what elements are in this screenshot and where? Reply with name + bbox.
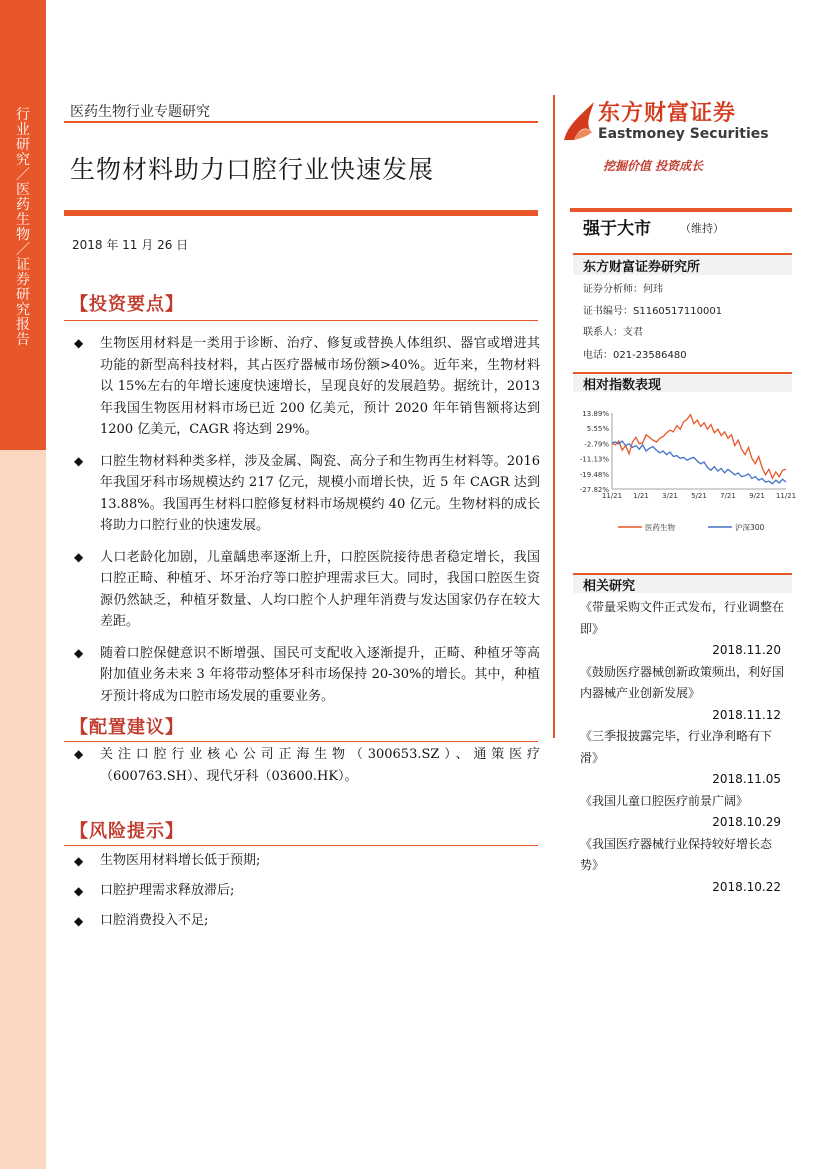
- y-tick-label: 13.89%: [582, 410, 609, 418]
- config-list: [74, 744, 540, 797]
- relative-index-chart: [570, 405, 797, 543]
- config-rule: [64, 741, 538, 742]
- bullet-text: 关注口腔行业核心公司正海生物（300653.SZ）、通策医疗（600763.SH）、现代牙科（03600.HK）。: [100, 747, 540, 784]
- perf-heading: 相对指数表现: [583, 378, 662, 393]
- bullet-text: 生物医用材料增长低于预期;: [100, 853, 261, 868]
- list-item: [74, 547, 540, 633]
- list-item[interactable]: [580, 662, 790, 727]
- x-tick-label: 11/21: [775, 492, 797, 500]
- legend-label: 医药生物: [645, 523, 675, 532]
- related-date: 2018.11.05: [712, 772, 781, 786]
- diamond-bullet-icon: ◆: [74, 914, 84, 928]
- institute-name: 东方财富证券研究所: [583, 260, 701, 275]
- x-tick-label: 9/21: [749, 492, 765, 500]
- list-item[interactable]: [580, 791, 790, 834]
- rating-bar: [570, 208, 792, 212]
- bullet-text: 口腔消费投入不足;: [100, 913, 209, 928]
- risk-list: [74, 850, 540, 940]
- x-tick-label: 7/21: [720, 492, 736, 500]
- related-title[interactable]: 《带量采购文件正式发布，行业调整在即》: [580, 600, 785, 636]
- logo-english-name: Eastmoney Securities: [598, 126, 769, 142]
- related-date: 2018.11.20: [712, 643, 781, 657]
- rating-label: 强于大市: [583, 219, 651, 239]
- y-tick-label: -11.13%: [579, 455, 609, 464]
- y-tick-label: 5.55%: [586, 425, 609, 434]
- diamond-bullet-icon: ◆: [74, 645, 84, 660]
- related-title[interactable]: 《我国医疗器械行业保持较好增长态势》: [580, 836, 773, 872]
- related-date: 2018.11.12: [712, 707, 781, 722]
- list-item[interactable]: [580, 834, 790, 899]
- list-item[interactable]: [580, 726, 790, 791]
- bullet-text: 人口老龄化加剧，儿童龋患率逐渐上升，口腔医院接待患者稳定增长，我国口腔正畸、种植牙、坏牙治疗等口腔护理需求巨大。同时，我国口腔医生资源仍然缺乏，种植牙数量、人均口腔个人护理年消费与发达国家仍存在较大差距。: [100, 549, 540, 629]
- cert-number: 证书编号：S1160517110001: [583, 306, 723, 317]
- list-item: [74, 643, 540, 708]
- related-heading: 相关研究: [583, 579, 636, 594]
- related-title[interactable]: 《鼓励医疗器械创新政策频出，利好国内器械产业创新发展》: [580, 664, 785, 700]
- diamond-bullet-icon: ◆: [74, 884, 84, 898]
- bullet-text: 随着口腔保健意识不断增强、国民可支配收入逐渐提升，正畸、种植牙等高附加值业务未来 3 年将带动整体牙科市场保持 20-30%的增长。其中，种植牙预计将成为口腔市场发展的重要业务。: [100, 645, 540, 704]
- bullet-text: 生物医用材料是一类用于诊断、治疗、修复或替换人体组织、器官或增进其功能的新型高科技材料，其占医疗器械市场份额>40%。近年来，生物材料以 15%左右的年增长速度快速增长，呈现良好的发展趋势。据统计，2013 年我国生物医用材料市场已近 200 亿美元，预计 2020 年年销售额将达到 1200 亿美元，CAGR 将达到 29%。: [100, 336, 540, 437]
- analyst-name: 证券分析师：何玮: [583, 284, 663, 295]
- x-tick-label: 1/21: [633, 492, 649, 500]
- related-title[interactable]: 《三季报披露完毕，行业净利略有下滑》: [580, 729, 773, 765]
- title-bar: [64, 210, 538, 216]
- logo-chinese-name: 东方财富证券: [598, 101, 737, 126]
- rating-note: （维持）: [680, 222, 724, 235]
- config-heading: 【配置建议】: [70, 717, 184, 738]
- invest-list: [74, 333, 540, 717]
- x-tick-label: 5/21: [691, 492, 707, 500]
- y-tick-label: -27.82%: [579, 486, 609, 494]
- list-item: [74, 910, 540, 932]
- list-item: [74, 880, 540, 902]
- list-item: [74, 850, 540, 872]
- phone-number: 电话：021-23586480: [583, 350, 687, 361]
- diamond-bullet-icon: ◆: [74, 336, 84, 350]
- list-item: [74, 744, 540, 787]
- legend-label: 沪深300: [735, 523, 765, 532]
- header-rule: [64, 121, 538, 123]
- contact-name: 联系人：支君: [583, 327, 643, 338]
- list-item: [74, 451, 540, 537]
- report-date: 2018 年 11 月 26 日: [72, 238, 189, 252]
- series-line-1: [612, 415, 786, 479]
- diamond-bullet-icon: ◆: [74, 854, 84, 868]
- related-date: 2018.10.22: [712, 879, 781, 894]
- list-item: [74, 333, 540, 441]
- report-type: 医药生物行业专题研究: [70, 104, 210, 120]
- y-tick-label: -19.48%: [579, 470, 609, 479]
- x-tick-label: 3/21: [662, 492, 678, 500]
- sidebar-vertical-text: 行业研究／医药生物／证券研究报告: [16, 107, 30, 348]
- slogan: 挖掘价值 投资成长: [603, 159, 704, 173]
- risk-rule: [64, 845, 538, 846]
- x-tick-label: 11/21: [601, 492, 623, 500]
- invest-heading: 【投资要点】: [70, 294, 184, 315]
- report-title: 生物材料助力口腔行业快速发展: [70, 155, 435, 184]
- column-divider: [553, 95, 555, 738]
- related-date: 2018.10.29: [712, 815, 781, 829]
- related-title[interactable]: 《我国儿童口腔医疗前景广阔》: [580, 793, 749, 808]
- related-list: [580, 597, 790, 898]
- invest-rule: [64, 320, 538, 321]
- diamond-bullet-icon: ◆: [74, 747, 84, 761]
- bullet-text: 口腔生物材料种类多样，涉及金属、陶瓷、高分子和生物再生材料等。2016 年我国牙科市场规模达约 217 亿元，规模小而增长快，近 5 年 CAGR 达到 13.88%。我国再生材料口腔修复材料市场规模约 40 亿元。生物材料的成长将助力口腔行业的快速发展。: [100, 453, 540, 533]
- bullet-text: 口腔护理需求释放滞后;: [100, 883, 235, 898]
- risk-heading: 【风险提示】: [70, 821, 184, 842]
- diamond-bullet-icon: ◆: [74, 549, 84, 564]
- diamond-bullet-icon: ◆: [74, 453, 84, 468]
- y-tick-label: -2.79%: [584, 440, 609, 449]
- list-item[interactable]: [580, 597, 790, 662]
